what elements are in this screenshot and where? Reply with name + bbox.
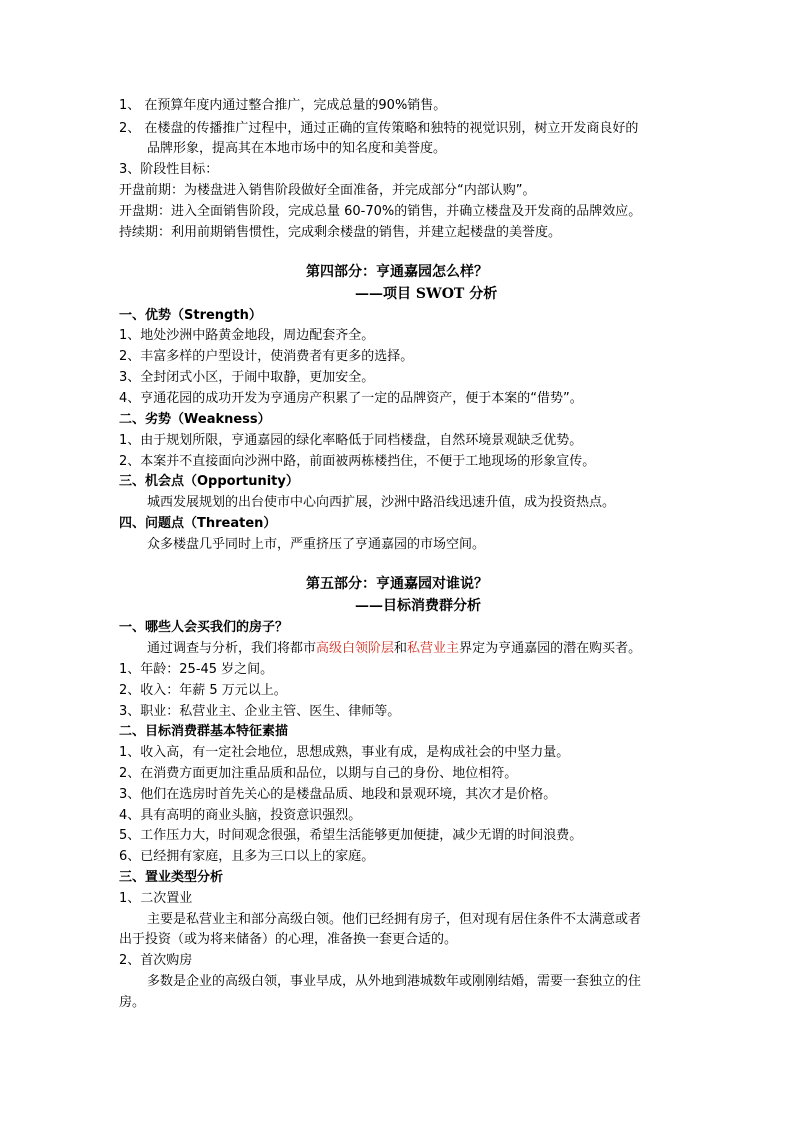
buyers-definition-pre: 通过调查与分析，我们将都市 bbox=[147, 641, 317, 656]
part5-title: 第五部分：亨通嘉园对谁说？ bbox=[306, 576, 488, 592]
buyer-income: 2、收入：年薪 5 万元以上。 bbox=[119, 683, 287, 698]
goal-line-2: 2、 在楼盘的传播推广过程中，通过正确的宣传策略和独特的视觉识别，树立开发商良好的 bbox=[119, 121, 639, 136]
buyers-definition bbox=[147, 640, 717, 658]
part5-subtitle: ——目标消费群分析 bbox=[355, 598, 481, 614]
goal-pre-opening: 开盘前期：为楼盘进入销售阶段做好全面准备，并完成部分“内部认购”。 bbox=[119, 183, 536, 198]
weakness-item-1: 1、由于规划所限，亨通嘉园的绿化率略低于同档楼盘，自然环境景观缺乏优势。 bbox=[119, 433, 583, 448]
threat-heading: 四、问题点（Threaten） bbox=[119, 516, 277, 531]
strength-item-2: 2、丰富多样的户型设计，使消费者有更多的选择。 bbox=[119, 349, 414, 364]
feature-item-6: 6、已经拥有家庭，且多为三口以上的家庭。 bbox=[119, 849, 375, 864]
opportunity-text: 城西发展规划的出台使市中心向西扩展，沙洲中路沿线迅速升值，成为投资热点。 bbox=[147, 495, 616, 510]
feature-item-2: 2、在消费方面更加注重品质和品位，以期与自己的身份、地位相符。 bbox=[119, 766, 518, 781]
feature-item-5: 5、工作压力大，时间观念很强，希望生活能够更加便捷，减少无谓的时间浪费。 bbox=[119, 828, 583, 843]
purchase-type-second-text: 主要是私营业主和部分高级白领。他们已经拥有房子，但对现有居住条件不太满意或者 bbox=[147, 912, 642, 927]
buyers-definition-mid: 和 bbox=[394, 641, 408, 656]
highlight-white-collar: 高级白领阶层 bbox=[316, 641, 395, 656]
part4-title: 第四部分：亨通嘉园怎么样？ bbox=[306, 264, 488, 280]
weakness-item-2: 2、本案并不直接面向沙洲中路，前面被两栋楼挡住，不便于工地现场的形象宣传。 bbox=[119, 454, 596, 469]
weakness-heading: 二、劣势（Weakness） bbox=[119, 412, 271, 427]
purchase-type-second-text-cont: 出于投资（或为将来储备）的心理，准备换一套更合适的。 bbox=[119, 932, 458, 947]
buyer-age: 1、年龄：25-45 岁之间。 bbox=[119, 662, 274, 677]
goal-opening: 开盘期：进入全面销售阶段，完成总量 60-70%的销售，并确立楼盘及开发商的品牌效应。 bbox=[119, 204, 642, 219]
purchase-type-first-text: 多数是企业的高级白领，事业早成，从外地到港城数年或刚刚结婚，需要一套独立的住 bbox=[147, 974, 642, 989]
purchase-type-first-text-cont: 房。 bbox=[119, 995, 146, 1010]
goal-continuing: 持续期：利用前期销售惯性，完成剩余楼盘的销售，并建立起楼盘的美誉度。 bbox=[119, 225, 562, 240]
strength-item-3: 3、全封闭式小区，于闹中取静，更加安全。 bbox=[119, 370, 375, 385]
feature-item-4: 4、具有高明的商业头脑，投资意识强烈。 bbox=[119, 808, 362, 823]
buyer-occupation: 3、职业：私营业主、企业主管、医生、律师等。 bbox=[119, 704, 401, 719]
part4-subtitle: ——项目 SWOT 分析 bbox=[355, 286, 498, 302]
strength-item-1: 1、地处沙洲中路黄金地段，周边配套齐全。 bbox=[119, 328, 375, 343]
purchase-type-heading: 三、置业类型分析 bbox=[119, 870, 224, 885]
goal-line-2-cont: 品牌形象，提高其在本地市场中的知名度和美誉度。 bbox=[147, 141, 447, 156]
feature-item-3: 3、他们在选房时首先关心的是楼盘品质、地段和景观环境，其次才是价格。 bbox=[119, 787, 557, 802]
purchase-type-second: 1、二次置业 bbox=[119, 891, 193, 906]
purchase-type-first: 2、首次购房 bbox=[119, 953, 193, 968]
opportunity-heading: 三、机会点（Opportunity） bbox=[119, 474, 299, 489]
goal-line-3: 3、阶段性目标： bbox=[119, 162, 219, 177]
buyers-heading: 一、哪些人会买我们的房子？ bbox=[119, 620, 289, 635]
threat-text: 众多楼盘几乎同时上市，严重挤压了亨通嘉园的市场空间。 bbox=[147, 537, 486, 552]
feature-item-1: 1、收入高，有一定社会地位，思想成熟，事业有成，是构成社会的中坚力量。 bbox=[119, 745, 570, 760]
strength-heading: 一、优势（Strength） bbox=[119, 308, 262, 323]
features-heading: 二、目标消费群基本特征素描 bbox=[119, 724, 289, 739]
strength-item-4: 4、亨通花园的成功开发为亨通房产积累了一定的品牌资产，便于本案的“借势”。 bbox=[119, 391, 583, 406]
highlight-private-owners: 私营业主 bbox=[407, 641, 460, 656]
goal-line-1: 1、 在预算年度内通过整合推广，完成总量的90%销售。 bbox=[119, 98, 447, 113]
buyers-definition-post: 界定为亨通嘉园的潜在购买者。 bbox=[459, 641, 642, 656]
